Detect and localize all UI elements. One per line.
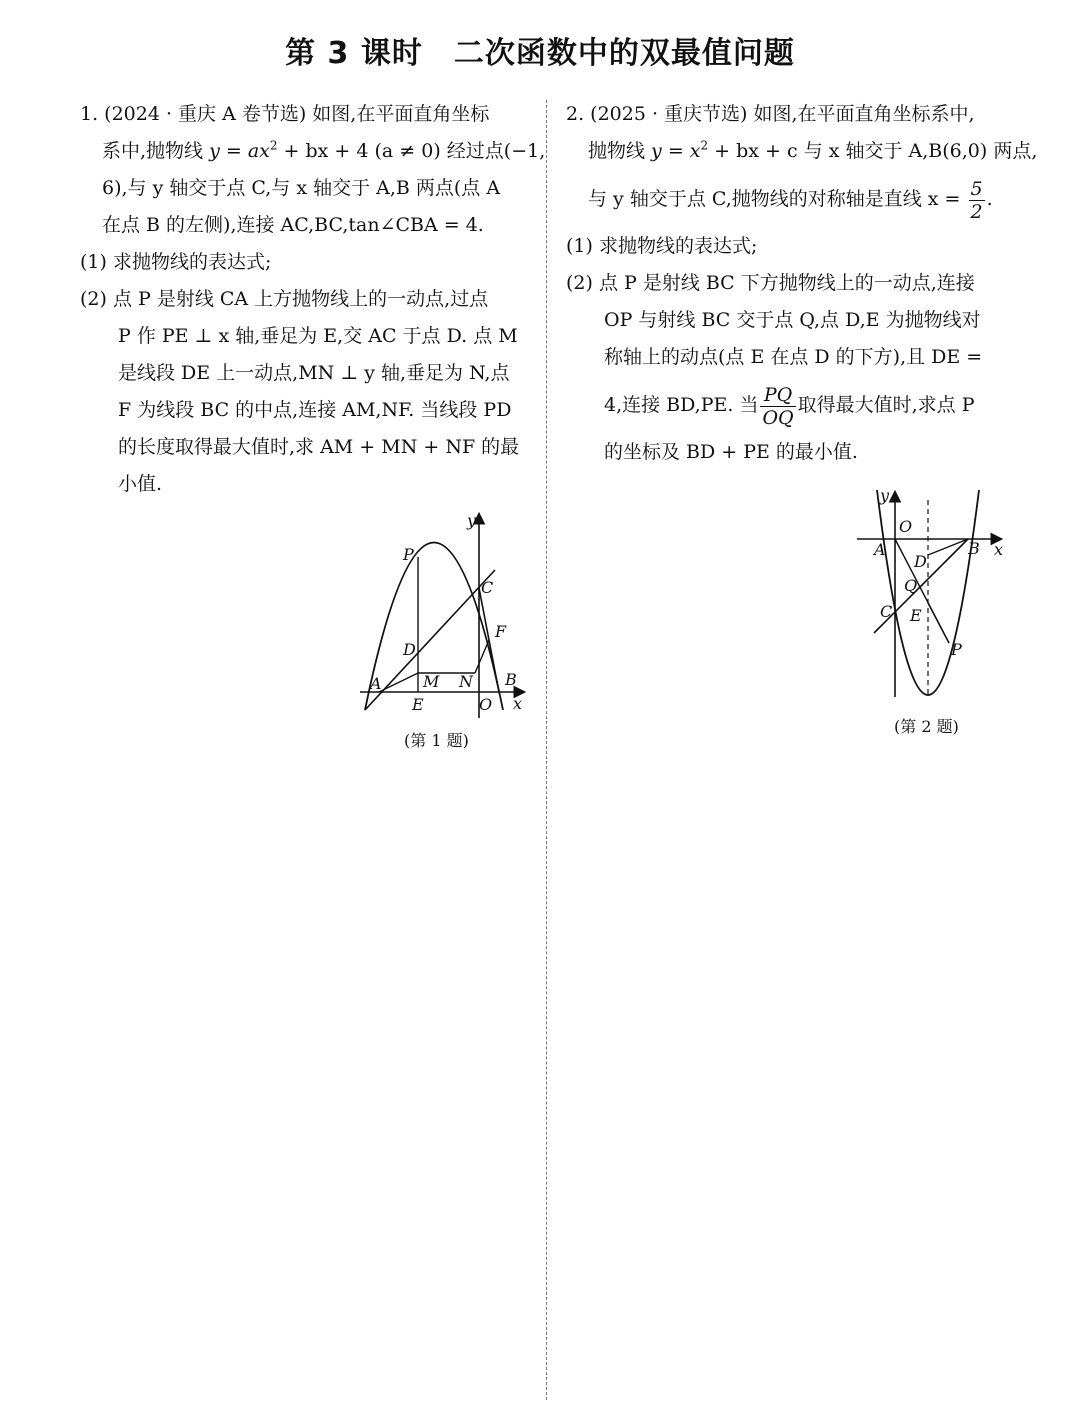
problem-1-line-4: 在点 B 的左侧),连接 AC,BC,tan∠CBA = 4. (102, 214, 484, 236)
problem-2-line-2 (566, 133, 1038, 170)
label-D: D (914, 552, 927, 571)
fraction-five-halves (969, 178, 985, 223)
line-NF (475, 640, 489, 673)
problem-1-question-2-line: P 作 PE ⊥ x 轴,垂足为 E,交 AC 于点 D. 点 M (118, 325, 518, 347)
problem-1-question-2-line: F 为线段 BC 的中点,连接 AM,NF. 当线段 PD (118, 399, 512, 421)
problem-1-text: 系中,抛物线 (102, 140, 210, 162)
figure-2-caption: (第 2 题) (894, 717, 959, 736)
label-E: E (412, 695, 424, 714)
problem-2-question-2-line: 称轴上的动点(点 E 在点 D 的下方),且 DE = (604, 346, 983, 368)
exponent: 2 (700, 138, 709, 153)
problem-1-expr: y = ax (209, 140, 270, 162)
problem-1-line-3: 6),与 y 轴交于点 C,与 x 轴交于 A,B 两点(点 A (102, 177, 501, 199)
label-P: P (403, 545, 414, 564)
fraction-numerator: 5 (970, 177, 983, 200)
problem-2-question-2-line (566, 376, 1006, 434)
label-B: B (968, 539, 980, 558)
problem-1-line-2 (80, 133, 546, 170)
problem-2-line-3 (566, 170, 1006, 228)
label-y: y (467, 511, 477, 530)
problem-2-line-1: 2. (2025 · 重庆节选) 如图,在平面直角坐标系中, (566, 103, 975, 125)
problem-2-question-1: (1) 求抛物线的表达式; (566, 235, 758, 257)
problem-2-question-2: (2) 点 P 是射线 BC 下方抛物线上的一动点,连接 (566, 272, 975, 294)
problem-2-text: 与 y 轴交于点 C,抛物线的对称轴是直线 x = (588, 188, 967, 210)
problem-1-question-2-line: 是线段 DE 上一动点,MN ⊥ y 轴,垂足为 N,点 (118, 362, 510, 384)
problem-2 (566, 96, 1038, 471)
label-Q: Q (904, 576, 918, 595)
problem-1-question-2-line: 小值. (118, 473, 163, 495)
problem-2-text: . (986, 188, 993, 210)
problem-1-text: + bx + 4 (a ≠ 0) 经过点(−1, (277, 140, 546, 162)
label-x: x (513, 694, 523, 713)
fraction-denominator: 2 (970, 200, 983, 223)
problem-1-line-1: 1. (2024 · 重庆 A 卷节选) 如图,在平面直角坐标 (80, 103, 490, 125)
problem-2-expr: y = x (651, 140, 701, 162)
figure-1-caption: (第 1 题) (404, 731, 469, 750)
problem-2-question-2-line: 的坐标及 BD + PE 的最小值. (604, 441, 858, 463)
problem-1-question-2: (2) 点 P 是射线 CA 上方抛物线上的一动点,过点 (80, 288, 489, 310)
label-C: C (880, 602, 893, 621)
label-A: A (874, 540, 886, 559)
label-y: y (880, 486, 890, 505)
label-B: B (505, 670, 517, 689)
problem-2-text: 取得最大值时,求点 P (797, 394, 975, 416)
label-P: P (951, 640, 962, 659)
fraction-numerator: PQ (760, 384, 795, 407)
problem-2-question-2-line: OP 与射线 BC 交于点 Q,点 D,E 为抛物线对 (604, 309, 981, 331)
page-title: 第 3 课时 二次函数中的双最值问题 (285, 36, 795, 71)
label-N: N (459, 672, 473, 691)
problem-2-text: 4,连接 BD,PE. 当 (604, 394, 759, 416)
problem-2-text: + bx + c 与 x 轴交于 A,B(6,0) 两点, (708, 140, 1038, 162)
label-D: D (403, 640, 416, 659)
problem-2-text: 抛物线 (588, 140, 652, 162)
label-E: E (910, 606, 922, 625)
figure-2-diagram (852, 485, 1012, 705)
label-M: M (423, 672, 440, 691)
label-F: F (495, 622, 507, 641)
fraction-PQ-OQ (760, 384, 795, 429)
label-x: x (994, 540, 1004, 559)
label-C: C (481, 578, 494, 597)
label-O: O (479, 695, 493, 714)
fraction-denominator: OQ (762, 406, 794, 429)
line-PE (928, 603, 949, 643)
label-O: O (899, 517, 913, 536)
figure-2 (852, 485, 1012, 709)
problem-1-question-2-line: 的长度取得最大值时,求 AM + MN + NF 的最 (118, 436, 520, 458)
line-BD (928, 539, 968, 555)
label-A: A (370, 674, 382, 693)
problem-1 (80, 96, 546, 503)
line-AM (379, 673, 418, 692)
exponent: 2 (269, 138, 278, 153)
figure-1 (355, 505, 535, 729)
problem-1-question-1: (1) 求抛物线的表达式; (80, 251, 272, 273)
column-divider (546, 100, 547, 1400)
figure-1-diagram (355, 505, 535, 725)
